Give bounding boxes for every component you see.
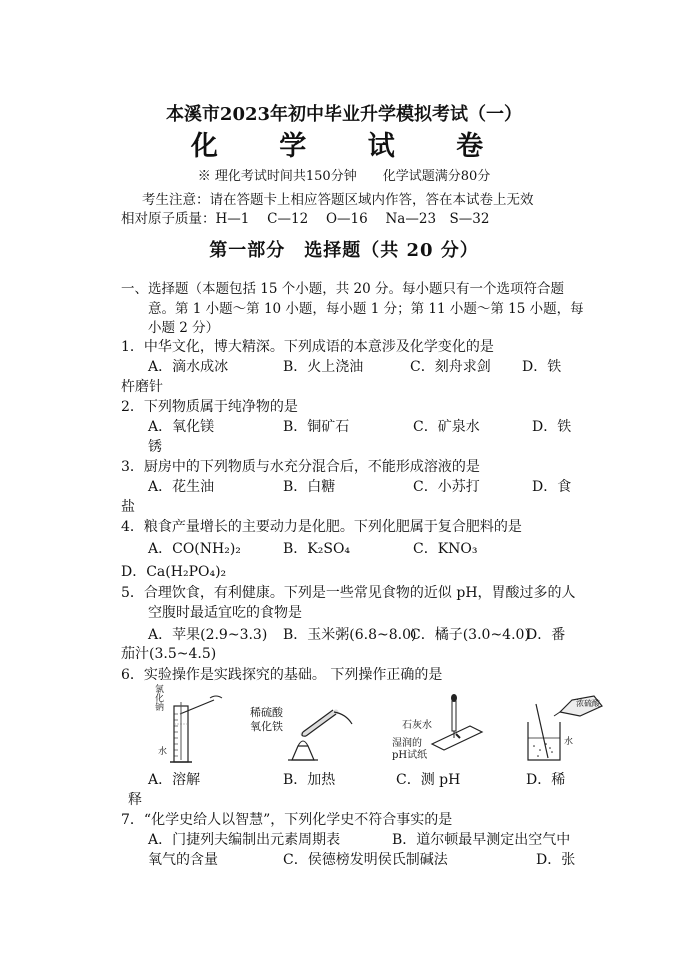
figure-a-label-nacl: 氯化钠	[153, 684, 163, 711]
exam-title: 本溪市2023年初中毕业升学模拟考试（一）	[165, 104, 523, 125]
q3-option-d: D．食	[532, 479, 572, 495]
q6-option-a: A．溶解	[148, 772, 201, 788]
figure-a-label-water: 水	[158, 747, 168, 757]
q7-option-c: C．侯德榜发明侯氏制碱法	[283, 852, 448, 868]
q6-stem: 6．实验操作是实践探究的基础。 下列操作正确的是	[121, 667, 443, 683]
q2-option-d-wrap: 锈	[148, 439, 162, 455]
figure-b-heating	[248, 700, 358, 762]
figure-c-ph-test	[392, 692, 482, 764]
q4-option-d: D．Ca(H₂PO₄)₂	[121, 564, 227, 580]
q7-option-b-wrap: 氧气的含量	[148, 852, 218, 868]
q5-option-b: B．玉米粥(6.8~8.0)	[283, 627, 417, 643]
instruction-line-2: 意。第 1 小题～第 10 小题，每小题 1 分；第 11 小题～第 15 小题，每	[148, 301, 584, 317]
q7-option-a: A．门捷列夫编制出元素周期表	[148, 832, 341, 848]
figure-d-dilution	[520, 694, 606, 764]
section-title: 第一部分 选择题（共 20 分）	[209, 240, 479, 261]
q7-option-d: D．张	[536, 852, 576, 868]
q4-option-a: A．CO(NH₂)₂	[148, 541, 241, 557]
attention-note: 考生注意：请在答题卡上相应答题区域内作答，答在本试卷上无效	[142, 192, 534, 208]
instruction-line-1: 一、选择题（本题包括 15 个小题，共 20 分。每小题只有一个选项符合题	[121, 281, 565, 297]
q7-option-b: B．道尔顿最早测定出空气中	[392, 832, 571, 848]
q1-option-b: B．火上浇油	[283, 359, 364, 375]
q1-option-c: C．刻舟求剑	[410, 359, 491, 375]
q4-option-b: B．K₂SO₄	[283, 541, 351, 557]
time-note: ※ 理化考试时间共150分钟 化学试题满分80分	[197, 169, 491, 184]
q5-option-a: A．苹果(2.9~3.3)	[148, 627, 268, 643]
figure-b-label-acid: 稀硫酸	[250, 706, 283, 719]
figure-c-label-wet: 湿润的	[392, 738, 422, 749]
q3-stem: 3．厨房中的下列物质与水充分混合后，不能形成溶液的是	[121, 459, 480, 475]
figure-d-label-acid: 浓硫酸	[576, 699, 600, 708]
q2-option-c: C．矿泉水	[413, 419, 480, 435]
q6-option-d: D．稀	[526, 772, 566, 788]
q4-stem: 4．粮食产量增长的主要动力是化肥。下列化肥属于复合肥料的是	[121, 519, 522, 535]
q4-option-c: C．KNO₃	[413, 541, 478, 557]
figure-a-dissolving	[152, 684, 232, 764]
q3-option-a: A．花生油	[148, 479, 215, 495]
q6-option-b: B．加热	[283, 772, 336, 788]
q3-option-d-wrap: 盐	[121, 499, 135, 515]
figure-b-label-iron-oxide: 氧化铁	[250, 720, 283, 733]
q5-stem-line-2: 空腹时最适宜吃的食物是	[148, 605, 302, 621]
q2-option-a: A．氧化镁	[148, 419, 215, 435]
q5-option-d: D．番	[526, 627, 566, 643]
q3-option-c: C．小苏打	[413, 479, 480, 495]
q3-option-b: B．白糖	[283, 479, 336, 495]
q6-option-c: C．测 pH	[396, 772, 461, 788]
q7-stem: 7．“化学史给人以智慧”，下列化学史不符合事实的是	[121, 812, 453, 828]
q2-option-d: D．铁	[532, 419, 572, 435]
atomic-mass-line: 相对原子质量：H—1 C—12 O—16 Na—23 S—32	[121, 211, 490, 227]
figure-c-label-limewater: 石灰水	[402, 720, 432, 731]
q2-stem: 2．下列物质属于纯净物的是	[121, 399, 298, 415]
q5-option-c: C．橘子(3.0~4.0)	[410, 627, 530, 643]
q2-option-b: B．铜矿石	[283, 419, 350, 435]
figure-c-label-ph-paper: pH试纸	[392, 750, 428, 761]
q1-option-d: D．铁	[522, 359, 562, 375]
q5-stem-line-1: 5．合理饮食，有利健康。下列是一些常见食物的近似 pH，胃酸过多的人	[121, 585, 576, 601]
figure-d-label-water: 水	[564, 737, 574, 747]
subject-title: 化 学 试 卷	[190, 131, 510, 162]
q6-option-d-wrap: 释	[128, 792, 142, 808]
q1-stem: 1．中华文化，博大精深。下列成语的本意涉及化学变化的是	[121, 339, 494, 355]
instruction-line-3: 小题 2 分）	[148, 320, 220, 336]
q5-option-d-wrap: 茄汁(3.5~4.5)	[121, 646, 217, 662]
q1-option-d-wrap: 杵磨针	[121, 379, 163, 395]
q1-option-a: A．滴水成冰	[148, 359, 229, 375]
